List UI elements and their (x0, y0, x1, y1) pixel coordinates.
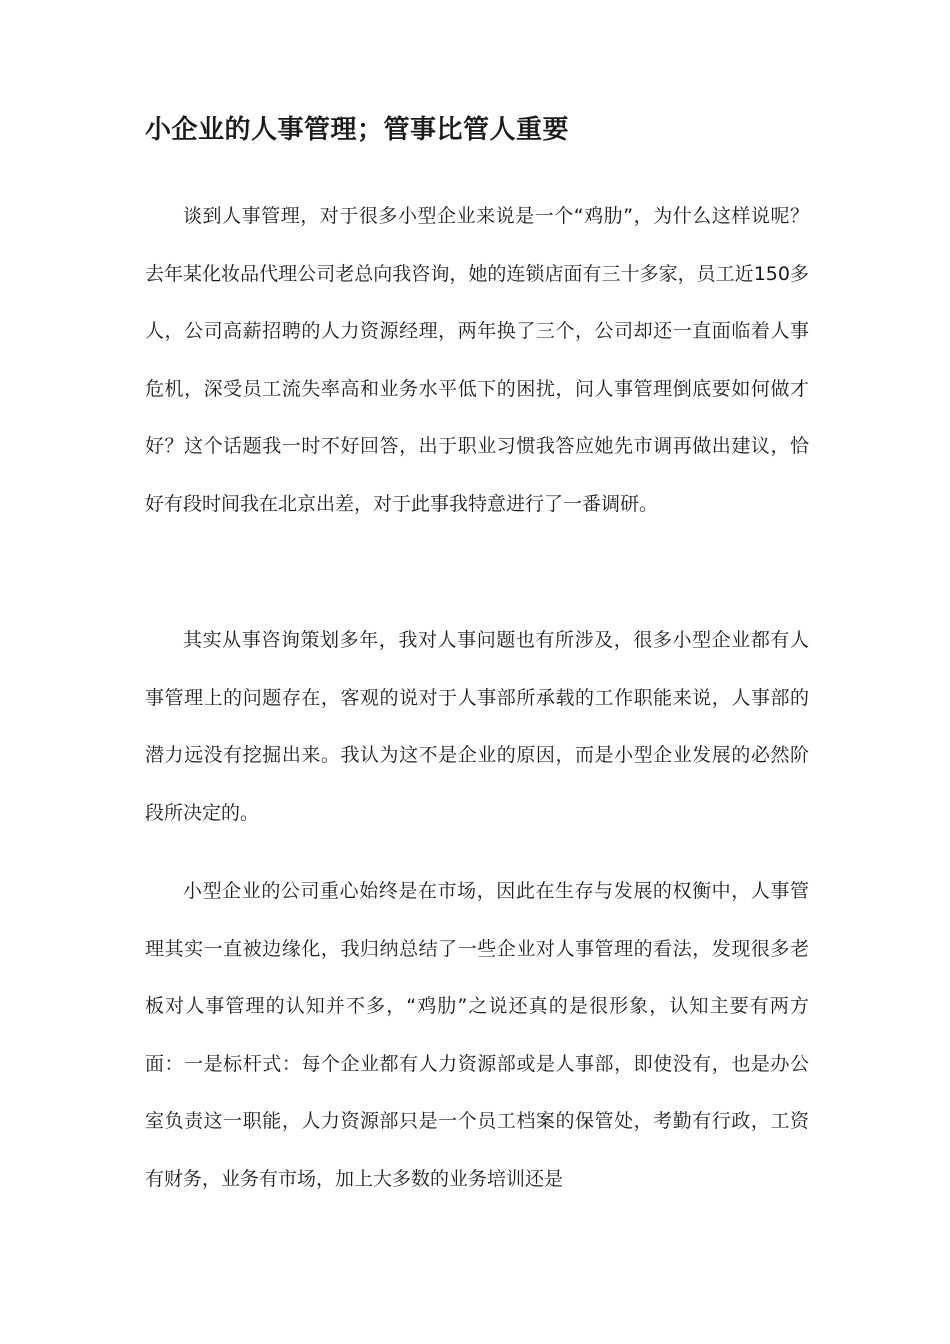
paragraph-1: 谈到人事管理，对于很多小型企业来说是一个“鸡肋”，为什么这样说呢？去年某化妆品代理公司老总向我咨询，她的连锁店面有三十多家，员工近150多人，公司高薪招聘的人力资源经理，两年换了三个，公司却还一直面临着人事危机，深受员工流失率高和业务水平低下的困扰，问人事管理倒底要如何做才好？这个话题我一时不好回答，出于职业习惯我答应她先市调再做出建议，恰好有段时间我在北京出差，对于此事我特意进行了一番调研。 (145, 205, 809, 515)
paragraph-3: 小型企业的公司重心始终是在市场，因此在生存与发展的权衡中，人事管理其实一直被边缘化，我归纳总结了一些企业对人事管理的看法，发现很多老板对人事管理的认知并不多，“鸡肋”之说还真的是很形象，认知主要有两方面：一是标杆式：每个企业都有人力资源部或是人事部，即使没有，也是办公室负责这一职能，人力资源部只是一个员工档案的保管处，考勤有行政，工资有财务，业务有市场，加上大多数的业务培训还是 (145, 880, 809, 1190)
document-title: 小企业的人事管理；管事比管人重要 (145, 115, 570, 145)
paragraph-2: 其实从事咨询策划多年，我对人事问题也有所涉及，很多小型企业都有人事管理上的问题存在，客观的说对于人事部所承载的工作职能来说，人事部的潜力远没有挖掘出来。我认为这不是企业的原因，而是小型企业发展的必然阶段所决定的。 (145, 629, 809, 824)
